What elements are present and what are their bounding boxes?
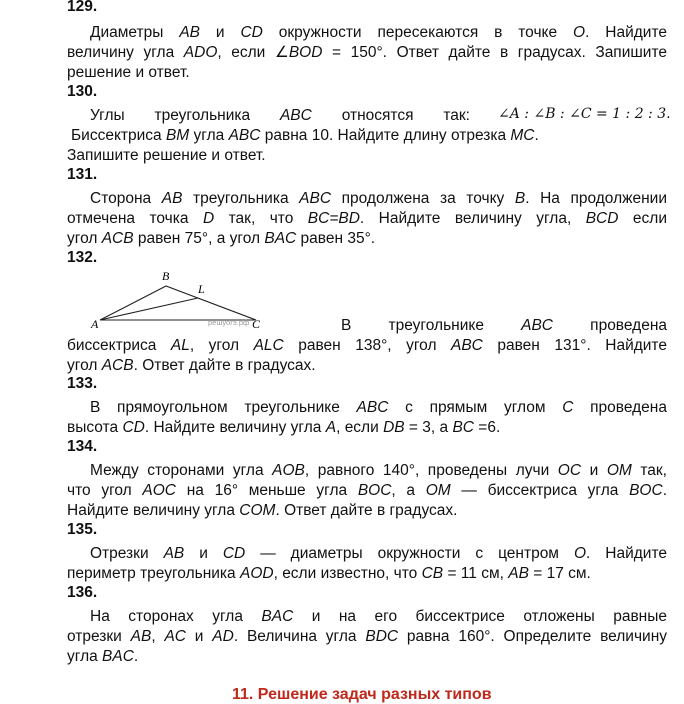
problem-text-line: Отрезки AB и CD — диаметры окружности с центром O. Найдите <box>90 545 667 562</box>
problem-text-line: Биссектриса BM угла ABC равна 10. Найдите длину отрезка MC. <box>71 127 539 144</box>
problem-number: 136. <box>67 584 98 601</box>
problem-text-line: Найдите величину угла COM. Ответ дайте в градусах. <box>67 502 458 519</box>
problem-text-line: высота CD. Найдите величину угла A, если DB = 3, а BC =6. <box>67 419 501 436</box>
bisector-al <box>100 298 198 320</box>
problem-text-line: угол ACB. Ответ дайте в градусах. <box>67 357 316 374</box>
triangle-figure <box>86 268 276 332</box>
problem-text-line: Запишите решение и ответ. <box>67 147 266 164</box>
problem-text-line: отмечена точка D так, что BC=BD. Найдите величину угла, BCD если <box>67 210 667 227</box>
problem-text-line: решение и ответ. <box>67 64 190 81</box>
point-label-c: C <box>252 317 261 331</box>
problem-text-line: что угол AOC на 16° меньше угла BOC, а OM — биссектриса угла BOC. <box>67 482 667 499</box>
problem-text-line: периметр треугольника AOD, если известно, что CB = 11 см, AB = 17 см. <box>67 565 591 582</box>
problem-text-line: Сторона AB треугольника ABC продолжена за точку B. На продолжении <box>90 190 667 207</box>
problem-text-line: величину угла ADO, если ∠BOD = 150°. Ответ дайте в градусах. Запишите <box>67 44 668 61</box>
problem-text-line: биссектриса AL, угол ALC равен 138°, угол ABC равен 131°. Найдите <box>67 337 667 354</box>
problem-text-line: угол ACB равен 75°, а угол BAC равен 35°. <box>67 230 376 247</box>
problem-text-line: Углы треугольника ABC относятся так: <box>90 107 470 124</box>
problem-text-line: В прямоугольном треугольнике ABC с прямым углом C проведена <box>90 399 667 416</box>
problem-text-line: отрезки AB, AC и AD. Величина угла BDC равна 160°. Определите величину <box>67 628 668 645</box>
problem-text-line: В треугольнике ABC проведена <box>341 317 667 334</box>
problem-number: 129. <box>67 0 98 15</box>
point-label-l: L <box>198 282 205 296</box>
watermark: решуогэ.рф <box>208 318 250 327</box>
problem-number: 133. <box>67 375 98 392</box>
point-label-a: A <box>91 317 99 331</box>
angle-ratio-formula: ∠A : ∠B : ∠C = 1 : 2 : 3. <box>498 106 671 122</box>
problem-text-line: На сторонах угла BAC и на его биссектрисе отложены равные <box>90 608 667 625</box>
point-label-b: B <box>162 269 170 283</box>
problem-number: 130. <box>67 83 98 100</box>
problem-number: 132. <box>67 249 98 266</box>
problem-number: 134. <box>67 438 98 455</box>
problem-text-line: Между сторонами угла AOB, равного 140°, проведены лучи OC и OM так, <box>90 462 667 479</box>
problem-number: 135. <box>67 521 98 538</box>
problem-number: 131. <box>67 166 98 183</box>
problem-text-line: угла BAC. <box>67 648 139 665</box>
section-heading: 11. Решение задач разных типов <box>232 686 492 703</box>
problem-text-line: Диаметры AB и CD окружности пересекаются в точке O. Найдите <box>90 24 667 41</box>
